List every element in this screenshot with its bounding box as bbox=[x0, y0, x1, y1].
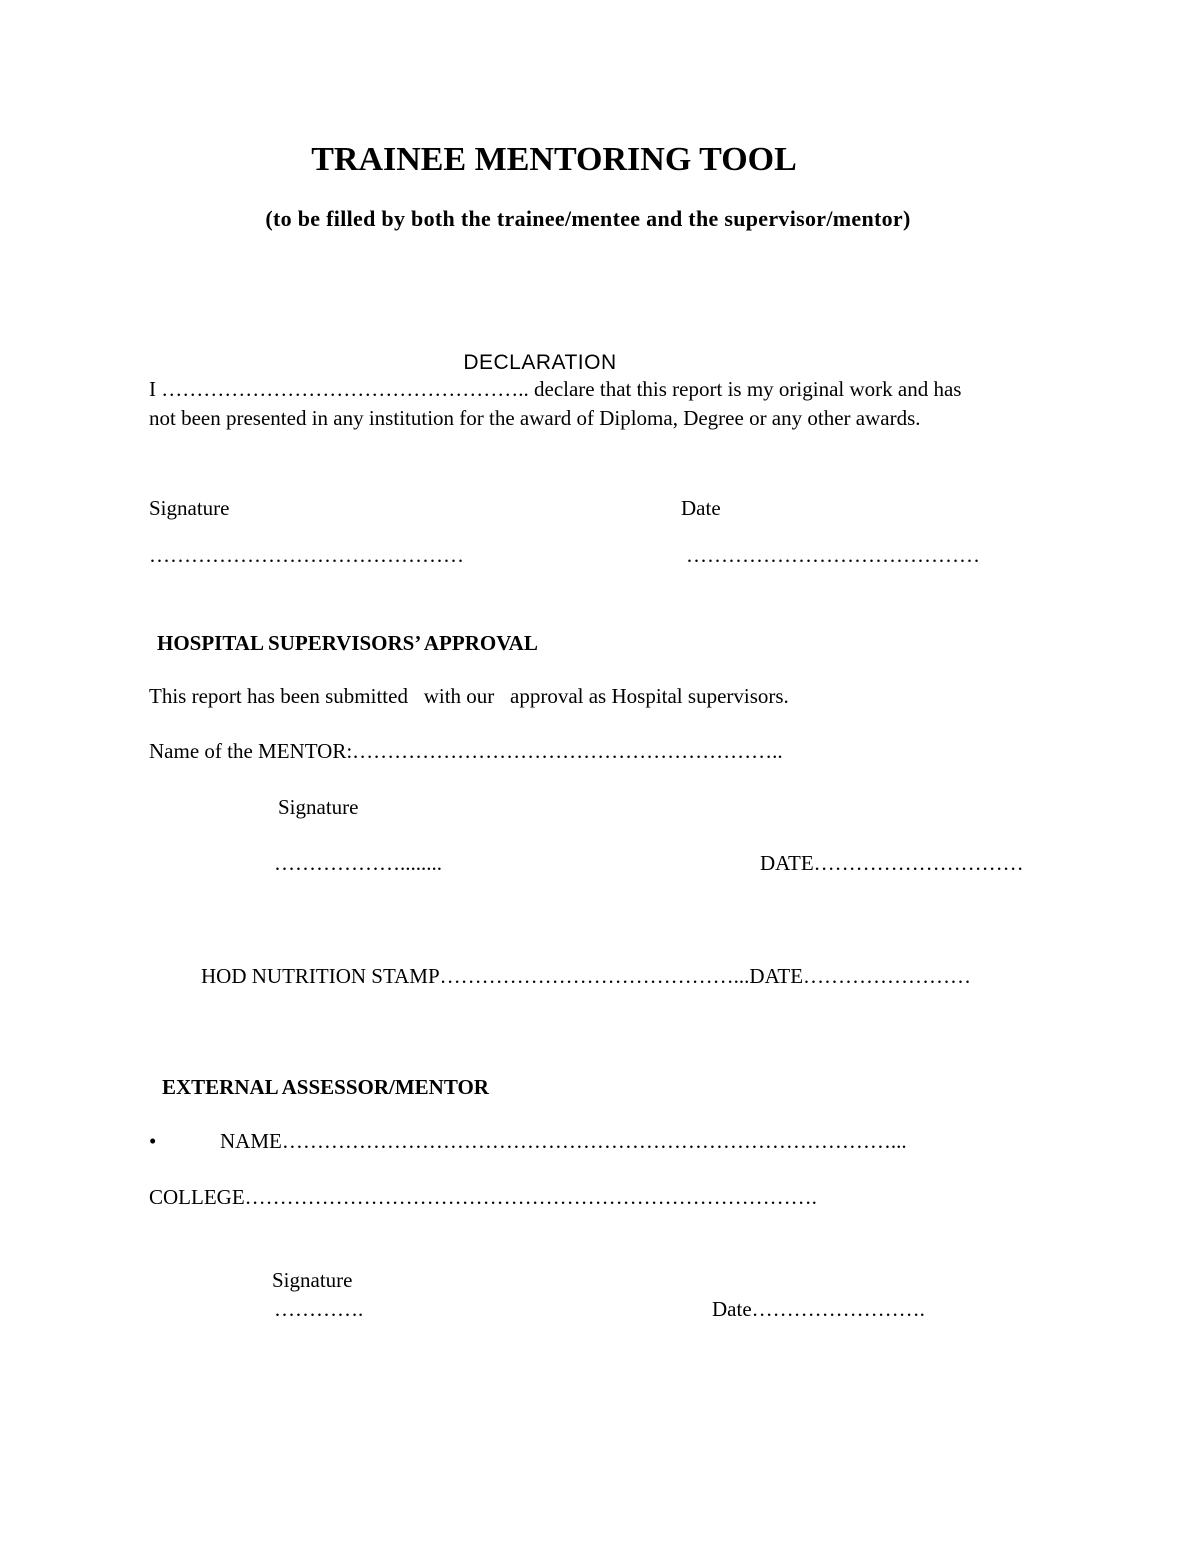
declaration-date-field[interactable]: …………………………………… bbox=[686, 543, 980, 567]
mentor-signature-field[interactable]: ………………........ bbox=[274, 851, 442, 875]
assessor-college-field[interactable]: COLLEGE………………………………………………………………………. bbox=[149, 1185, 817, 1209]
declaration-line-2: not been presented in any institution for the award of Diploma, Degree or any other awards. bbox=[149, 406, 921, 430]
assessor-signature-field[interactable]: …………. bbox=[274, 1297, 364, 1321]
declaration-date-label: Date bbox=[681, 496, 721, 520]
document-title: TRAINEE MENTORING TOOL bbox=[311, 141, 797, 178]
assessor-signature-label: Signature bbox=[272, 1268, 353, 1292]
hospital-approval-heading: HOSPITAL SUPERVISORS’ APPROVAL bbox=[157, 631, 538, 655]
assessor-date-field[interactable]: Date……………………. bbox=[712, 1297, 925, 1321]
external-assessor-heading: EXTERNAL ASSESSOR/MENTOR bbox=[162, 1075, 489, 1099]
document-subtitle: (to be filled by both the trainee/mentee and the supervisor/mentor) bbox=[265, 206, 911, 231]
mentor-name-field[interactable]: Name of the MENTOR:…………………………………………………….. bbox=[149, 739, 783, 763]
hospital-approval-statement: This report has been submitted with our approval as Hospital supervisors. bbox=[149, 684, 789, 708]
declaration-signature-label: Signature bbox=[149, 496, 230, 520]
bullet-icon: • bbox=[149, 1129, 157, 1153]
assessor-name-field[interactable]: NAME……………………………………………………………………………... bbox=[220, 1129, 907, 1153]
declaration-heading: DECLARATION bbox=[463, 351, 617, 374]
mentor-signature-label: Signature bbox=[278, 795, 359, 819]
declaration-line-1: I …………………………………………….. declare that this report is my original work and has bbox=[149, 377, 962, 401]
mentor-date-field[interactable]: DATE………………………… bbox=[760, 851, 1024, 875]
declaration-signature-field[interactable]: ……………………………………… bbox=[149, 543, 464, 567]
hod-stamp-date-line[interactable]: HOD NUTRITION STAMP……………………………………...DATE…………………… bbox=[201, 964, 972, 988]
